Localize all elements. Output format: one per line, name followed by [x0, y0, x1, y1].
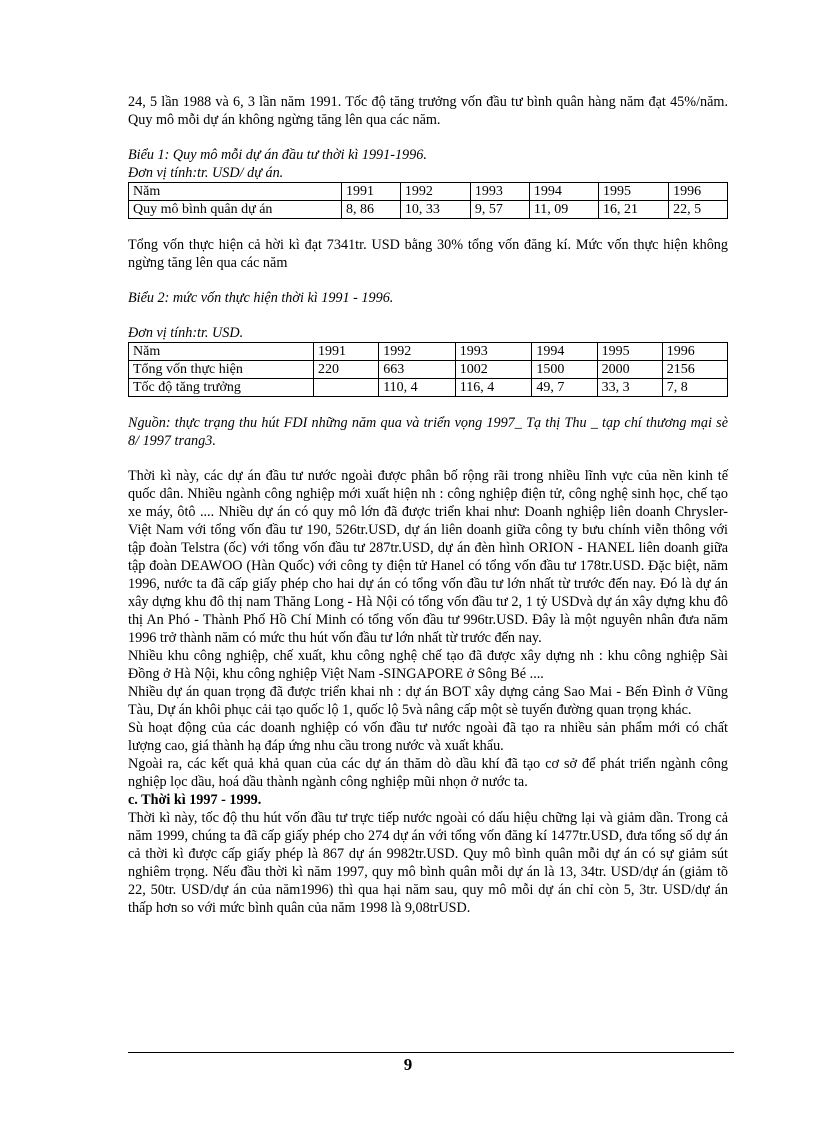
table-cell: 7, 8: [662, 379, 727, 397]
body-paragraph: Thời kì này, các dự án đầu tư nước ngoài được phân bố rộng rãi trong nhiều lĩnh vực của nền kinh tế quốc dân. Nhiều ngành công nghiệp mới xuất hiện nh : công nghiệp điện tử, công nghệ sinh học, chế tạo xe máy, ôtô .... Nhiều dự án có quy mô lớn đã được triển khai như: Doanh nghiệp liên doanh Chrysler- Việt Nam với tổng vốn đầu tư 190, 526tr.USD, dự án liên doanh giữa công ty bưu chính viễn thông với tập đoàn Telstra (ốc) với tổng vốn đầu tư 287tr.USD, dự án đèn hình ORION - HANEL liên doanh giữa tập đoàn DEAWOO (Hàn Quốc) với công ty điện tử Hanel có tổng vốn đầu tư 178tr.USD. Đặc biệt, năm 1996, nước ta đã cấp giấy phép cho hai dự án có tổng vốn đầu tư lớn nhất từ trước đến nay. Đó là dự án xây dựng khu đô thị nam Thăng Long - Hà Nội có tổng vốn đầu tư 2, 1 tỷ USDvà dự án xây dựng khu đô thị An Phó - Thành Phố Hồ Chí Minh có tổng vốn đầu tư 996tr.USD. Đây là một nguyên nhân đưa năm 1996 trở thành năm có mức thu hút vốn đầu tư lớn nhất từ trước đến nay.: [128, 468, 728, 646]
table-cell: Tổng vốn thực hiện: [129, 361, 314, 379]
table-header-cell: 1994: [532, 343, 597, 361]
table-header-cell: Năm: [129, 183, 342, 201]
table-header-cell: 1992: [400, 183, 470, 201]
table-cell: 116, 4: [455, 379, 532, 397]
table-cell: [314, 379, 379, 397]
total-paragraph: Tổng vốn thực hiện cả hời kì đạt 7341tr. USD bằng 30% tổng vốn đăng kí. Mức vốn thực hiện không ngừng tăng lên qua các năm: [128, 237, 728, 271]
table-row: [129, 361, 728, 379]
table-cell: 49, 7: [532, 379, 597, 397]
table-cell: 10, 33: [400, 201, 470, 219]
table1-unit: Đơn vị tính:tr. USD/ dự án.: [128, 165, 284, 181]
table-header-cell: 1996: [662, 343, 727, 361]
table-header-cell: 1996: [669, 183, 728, 201]
table-cell: 9, 57: [470, 201, 529, 219]
table-cell: 8, 86: [342, 201, 401, 219]
table2: [128, 342, 728, 397]
table2-unit: Đơn vị tính:tr. USD.: [128, 325, 244, 341]
table-header-cell: 1991: [314, 343, 379, 361]
body-paragraph: Sù hoạt động của các doanh nghiệp có vốn đầu tư nước ngoài đã tạo ra nhiều sản phẩm mới có chất lượng cao, giá thành hạ đáp ứng nhu cầu trong nước và xuất khẩu.: [128, 720, 728, 754]
table-header-cell: 1995: [599, 183, 669, 201]
section-paragraph: Thời kì này, tốc độ thu hút vốn đầu tư trực tiếp nước ngoài có dấu hiệu chững lại và giảm dần. Trong cả năm 1999, chúng ta đã cấp giấy phép cho 274 dự án với tổng vốn đăng kí 1477tr.USD, đưa tổng số dự án cả thời kì được cấp giấy phép là 867 dự án 9982tr.USD. Quy mô bình quân mỗi dự án có sự giảm sút nghiêm trọng. Nếu đầu thời kì năm 1997, quy mô bình quân mỗi dự án là 13, 34tr. USD/dự án (giảm tõ 22, 50tr. USD/dự án của năm1996) thì qua hại năm sau, quy mô mỗi dự án chỉ còn 5, 3tr. USD/dự án thấp hơn so với mức bình quân của năm 1998 là 9,08trUSD.: [128, 810, 728, 916]
table-header-row: [129, 343, 728, 361]
table-header-cell: 1995: [597, 343, 662, 361]
body-paragraph: Nhiều dự án quan trọng đã được triển khai nh : dự án BOT xây dựng cảng Sao Mai - Bến Đình ở Vũng Tàu, Dự án khôi phục cải tạo quốc lộ 1, quốc lộ 5và nâng cấp một sè tuyến đường quan trọng khác.: [128, 684, 728, 718]
section-heading: c. Thời kì 1997 - 1999.: [128, 792, 262, 808]
table-cell: 2000: [597, 361, 662, 379]
table-cell: 33, 3: [597, 379, 662, 397]
intro-paragraph: 24, 5 lần 1988 và 6, 3 lần năm 1991. Tốc độ tăng trưởng vốn đầu tư bình quân hàng năm đạt 45%/năm. Quy mô mỗi dự án không ngừng tăng lên qua các năm.: [128, 94, 728, 128]
table-cell: 110, 4: [379, 379, 456, 397]
table-header-cell: 1993: [470, 183, 529, 201]
table-header-cell: 1994: [529, 183, 598, 201]
table-cell: 2156: [662, 361, 727, 379]
table-row: [129, 201, 728, 219]
table-cell: 22, 5: [669, 201, 728, 219]
table-cell: Quy mô bình quân dự án: [129, 201, 342, 219]
table-header-cell: 1991: [342, 183, 401, 201]
table-header-cell: Năm: [129, 343, 314, 361]
footer-divider: [128, 1052, 734, 1053]
table-cell: 220: [314, 361, 379, 379]
table-row: [129, 379, 728, 397]
table-cell: 1002: [455, 361, 532, 379]
table-cell: Tốc độ tăng trưởng: [129, 379, 314, 397]
table-header-row: [129, 183, 728, 201]
source-note: Nguồn: thực trạng thu hút FDI những năm qua và triển vọng 1997_ Tạ thị Thu _ tạp chí thương mại sè 8/ 1997 trang3.: [128, 415, 728, 449]
table1: [128, 182, 728, 219]
page-body: [128, 93, 728, 917]
body-paragraph: Nhiều khu công nghiệp, chế xuất, khu công nghệ chế tạo đã được xây dựng nh : khu công nghiệp Sài Đồng ở Hà Nội, khu công nghiệp Việt Nam -SINGAPORE ở Sông Bé ....: [128, 648, 728, 682]
body-paragraph: Ngoài ra, các kết quả khả quan của các dự án thăm dò dầu khí đã tạo cơ sở để phát triển ngành công nghiệp lọc dầu, hoá dầu thành ngành công nghiệp mũi nhọn ở nước ta.: [128, 756, 728, 790]
page-number: 9: [403, 1055, 413, 1074]
table-header-cell: 1993: [455, 343, 532, 361]
table-header-cell: 1992: [379, 343, 456, 361]
table-cell: 1500: [532, 361, 597, 379]
table2-caption: Biểu 2: mức vốn thực hiện thời kì 1991 - 1996.: [128, 290, 394, 306]
table-cell: 16, 21: [599, 201, 669, 219]
table-cell: 11, 09: [529, 201, 598, 219]
table-cell: 663: [379, 361, 456, 379]
table1-caption: Biểu 1: Quy mô mỗi dự án đầu tư thời kì 1991-1996.: [128, 147, 427, 163]
